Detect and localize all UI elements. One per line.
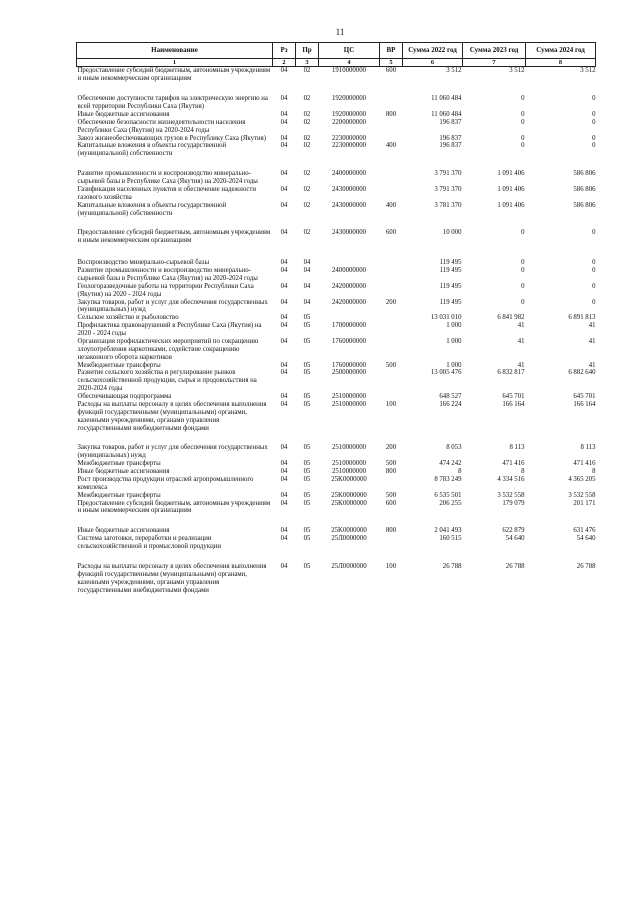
row-name: Завоз жизнеобеспечивающих грузов в Республику Саха (Якутия): [77, 134, 267, 142]
row-pr: 04: [303, 259, 311, 267]
row-pr: 05: [303, 322, 311, 330]
row-sum-2022: 11 060 484: [431, 110, 462, 118]
row-sum-2023: 0: [521, 142, 525, 150]
row-vr: [380, 369, 403, 393]
row-sum-2023: 0: [521, 134, 525, 142]
row-vr: [380, 283, 403, 299]
row-sum-2024: 0: [592, 267, 596, 275]
table-row: [77, 401, 596, 433]
row-sum-2022: 3 791 370: [434, 170, 462, 178]
row-vr: 400: [385, 201, 397, 209]
row-vr: [380, 135, 403, 143]
row-sum-2024: 166 164: [573, 400, 596, 408]
table-row: [77, 111, 596, 119]
row-pr: 05: [303, 400, 311, 408]
row-vr: 500: [385, 491, 397, 499]
row-pr: 04: [303, 298, 311, 306]
row-sum-2022: 1 000: [446, 361, 462, 369]
row-sum-2023: 41: [517, 322, 525, 330]
row-name: Геологоразведочные работы на территории Республики Саха (Якутия) на 2020 - 2024 годы: [77, 282, 254, 298]
row-sum-2023: 471 416: [502, 460, 525, 468]
budget-table: [76, 42, 596, 594]
row-sum-2024: 41: [588, 322, 596, 330]
row-name: Межбюджетные трансферты: [77, 460, 161, 468]
row-vr: [380, 186, 403, 202]
column-number: 3: [296, 59, 319, 67]
row-sum-2024: 4 365 205: [568, 475, 596, 483]
table-row: [77, 186, 596, 202]
page-number: 11: [335, 27, 345, 37]
row-name: Капитальные вложения в объекты государственной (муниципальной) собственности: [77, 142, 227, 158]
table-row: [77, 393, 596, 401]
row-name: Рост производства продукции отраслей агропромышленного комплекса: [77, 475, 254, 491]
row-rz: 04: [280, 185, 288, 193]
table-row: [77, 158, 596, 186]
row-name: Закупка товаров, работ и услуг для обеспечения государственных (муниципальных) нужд: [77, 298, 268, 314]
row-vr: [380, 83, 403, 111]
row-sum-2024: 586 806: [573, 201, 596, 209]
row-pr: 05: [303, 460, 311, 468]
table-row: [77, 369, 596, 393]
header-row: [77, 43, 596, 59]
row-sum-2022: 206 255: [439, 499, 462, 507]
row-name: Расходы на выплаты персоналу в целях обеспечения выполнения функций государственными (муниципальными) органами, казенными учреждениями, органами управления государственными внебюджетными фондами: [77, 400, 267, 432]
row-name: Развитие промышленности и воспроизводство минерально-сырьевой базы в Республике Саха (Якутия) на 2020-2024 годы: [77, 170, 258, 186]
row-sum-2022: 160 515: [439, 535, 462, 543]
row-sum-2022: 8 053: [446, 444, 462, 452]
row-sum-2024: 586 806: [573, 170, 596, 178]
row-pr: 05: [303, 314, 311, 322]
row-sum-2022: 26 788: [442, 562, 462, 570]
row-vr: 100: [385, 562, 397, 570]
row-name: Предоставление субсидий бюджетным, автономным учреждениям и иным некоммерческим организациям: [77, 67, 271, 83]
row-vr: 400: [385, 142, 397, 150]
row-sum-2022: 8 783 249: [434, 475, 462, 483]
row-cs: 2200000000: [332, 118, 366, 126]
row-name: Газификация населенных пунктов и обеспечение надежности газового хозяйства: [77, 185, 257, 201]
row-sum-2023: 622 879: [502, 527, 525, 535]
column-number: 8: [526, 59, 596, 67]
row-rz: 04: [280, 468, 288, 476]
row-vr: 800: [385, 527, 397, 535]
row-pr: 05: [303, 491, 311, 499]
table-row: [77, 468, 596, 476]
row-sum-2024: 0: [592, 118, 596, 126]
row-pr: 05: [303, 444, 311, 452]
table-row: [77, 500, 596, 516]
row-sum-2023: 26 788: [505, 562, 525, 570]
table-row: [77, 535, 596, 551]
row-rz: 04: [280, 393, 288, 401]
row-cs: 2420000000: [332, 298, 366, 306]
row-cs: 2230000000: [332, 142, 366, 150]
row-sum-2022: 6 535 501: [434, 491, 462, 499]
row-vr: [380, 338, 403, 362]
row-rz: 04: [280, 444, 288, 452]
row-sum-2024: 54 640: [576, 535, 596, 543]
row-cs: 25K0000000: [331, 475, 367, 483]
row-pr: 02: [303, 118, 311, 126]
row-name: Иные бюджетные ассигнования: [77, 468, 170, 476]
header-sum-2024: Сумма 2024 год: [526, 43, 596, 59]
row-sum-2023: 0: [521, 95, 525, 103]
table-row: [77, 245, 596, 267]
row-pr: 05: [303, 562, 311, 570]
header-cs: ЦС: [319, 43, 380, 59]
row-cs: 25K0000000: [331, 491, 367, 499]
row-rz: 04: [280, 134, 288, 142]
row-rz: 04: [280, 314, 288, 322]
row-sum-2022: 119 495: [439, 298, 462, 306]
row-vr: 800: [385, 468, 397, 476]
row-cs: 2400000000: [332, 170, 366, 178]
row-name: Предоставление субсидий бюджетным, автономным учреждениям и иным некоммерческим организациям: [77, 229, 271, 245]
row-cs: 2510000000: [332, 393, 366, 401]
row-sum-2022: 13 031 010: [430, 314, 462, 322]
row-sum-2022: 196 837: [439, 142, 462, 150]
row-name: Система заготовки, переработки и реализации сельскохозяйственной и промысловой продукции: [77, 535, 222, 551]
row-vr: [380, 267, 403, 283]
row-pr: 02: [303, 95, 311, 103]
row-rz: 04: [280, 562, 288, 570]
row-sum-2024: 8: [592, 468, 596, 476]
row-sum-2022: 1 000: [446, 322, 462, 330]
row-sum-2022: 13 005 476: [430, 369, 462, 377]
row-cs: 1920000000: [332, 110, 366, 118]
row-sum-2024: 3 512: [580, 67, 596, 75]
row-cs: 2430000000: [332, 185, 366, 193]
table-row: [77, 283, 596, 299]
column-number: 4: [319, 59, 380, 67]
row-sum-2022: 1 000: [446, 337, 462, 345]
row-sum-2024: 6 882 640: [568, 369, 596, 377]
row-sum-2023: 0: [521, 110, 525, 118]
row-rz: 04: [280, 118, 288, 126]
row-sum-2022: 11 060 484: [431, 95, 462, 103]
table-row: [77, 476, 596, 492]
row-pr: 04: [303, 282, 311, 290]
row-cs: 2510000000: [332, 460, 366, 468]
row-vr: [380, 535, 403, 551]
header-sum-2022: Сумма 2022 год: [403, 43, 463, 59]
row-sum-2023: 41: [517, 337, 525, 345]
row-vr: 100: [385, 400, 397, 408]
column-number: 5: [380, 59, 403, 67]
row-sum-2022: 196 837: [439, 118, 462, 126]
row-pr: 05: [303, 527, 311, 535]
row-cs: 2500000000: [332, 369, 366, 377]
table-row: [77, 338, 596, 362]
row-sum-2024: 0: [592, 298, 596, 306]
row-pr: 02: [303, 201, 311, 209]
row-rz: 04: [280, 259, 288, 267]
row-sum-2023: 6 832 817: [497, 369, 525, 377]
row-rz: 04: [280, 337, 288, 345]
header-pr: Пр: [296, 43, 319, 59]
row-sum-2023: 0: [521, 267, 525, 275]
table-row: [77, 314, 596, 322]
row-sum-2024: 471 416: [573, 460, 596, 468]
row-rz: 04: [280, 229, 288, 237]
row-vr: 600: [385, 499, 397, 507]
row-cs: 2400000000: [332, 267, 366, 275]
row-sum-2022: 3 791 370: [434, 185, 462, 193]
row-rz: 04: [280, 67, 288, 75]
row-pr: 02: [303, 110, 311, 118]
row-cs: 2430000000: [332, 201, 366, 209]
row-cs: [319, 245, 380, 267]
row-cs: 2430000000: [332, 229, 366, 237]
row-sum-2024: 631 476: [573, 527, 596, 535]
row-sum-2022: 10 000: [442, 229, 462, 237]
row-sum-2023: 179 079: [502, 499, 525, 507]
row-pr: 02: [303, 229, 311, 237]
row-vr: 500: [385, 460, 397, 468]
row-cs: 2510000000: [332, 400, 366, 408]
row-sum-2024: 26 788: [576, 562, 596, 570]
row-sum-2023: 3 532 558: [497, 491, 525, 499]
row-sum-2023: 1 091 406: [497, 201, 525, 209]
row-pr: 02: [303, 142, 311, 150]
row-sum-2024: 645 701: [573, 393, 596, 401]
row-sum-2023: 166 164: [502, 400, 525, 408]
table-row: [77, 67, 596, 83]
row-sum-2023: 1 091 406: [497, 170, 525, 178]
table-row: [77, 492, 596, 500]
row-rz: 04: [280, 369, 288, 377]
row-sum-2023: 0: [521, 118, 525, 126]
row-sum-2024: 0: [592, 142, 596, 150]
row-name: Развитие промышленности и воспроизводство минерально-сырьевой базы в Республике Саха (Якутия) на 2020-2024 годы: [77, 267, 258, 282]
row-rz: 04: [280, 475, 288, 483]
row-sum-2023: 8 113: [509, 444, 525, 452]
row-rz: 04: [280, 201, 288, 209]
row-rz: 04: [280, 491, 288, 499]
row-sum-2024: 0: [592, 110, 596, 118]
row-cs: 2510000000: [332, 468, 366, 476]
row-sum-2023: 0: [521, 229, 525, 237]
table-row: [77, 515, 596, 535]
row-sum-2022: 2 041 493: [434, 527, 462, 535]
row-vr: 600: [385, 229, 397, 237]
table-row: [77, 551, 596, 595]
row-sum-2023: 54 640: [505, 535, 525, 543]
row-sum-2022: 196 837: [439, 134, 462, 142]
table-row: [77, 142, 596, 158]
row-cs: 25Л0000000: [331, 535, 367, 543]
row-cs: 25K0000000: [331, 527, 367, 535]
table-row: [77, 362, 596, 370]
row-rz: 04: [280, 400, 288, 408]
row-pr: 02: [303, 185, 311, 193]
row-sum-2023: 0: [521, 298, 525, 306]
table-row: [77, 119, 596, 135]
row-pr: 04: [303, 267, 311, 275]
column-number: 6: [403, 59, 463, 67]
row-name: Профилактика правонарушений в Республике Саха (Якутия) на 2020 - 2024 годы: [77, 322, 262, 338]
row-sum-2023: 1 091 406: [497, 185, 525, 193]
row-sum-2024: 0: [592, 134, 596, 142]
row-cs: 1920000000: [332, 95, 366, 103]
row-pr: 02: [303, 170, 311, 178]
table-row: [77, 322, 596, 338]
row-pr: 05: [303, 337, 311, 345]
row-vr: [380, 245, 403, 267]
row-cs: 1760000000: [332, 361, 366, 369]
row-cs: 2230000000: [332, 134, 366, 142]
row-rz: 04: [280, 527, 288, 535]
row-sum-2023: 3 512: [509, 67, 525, 75]
row-sum-2022: 119 495: [439, 267, 462, 275]
row-sum-2024: 0: [592, 282, 596, 290]
table-row: [77, 83, 596, 111]
row-rz: 04: [280, 142, 288, 150]
table-row: [77, 135, 596, 143]
row-cs: 1760000000: [332, 337, 366, 345]
row-vr: 600: [385, 67, 397, 75]
row-vr: [380, 476, 403, 492]
row-sum-2023: 4 334 516: [497, 475, 525, 483]
row-rz: 04: [280, 298, 288, 306]
row-vr: 200: [385, 298, 397, 306]
column-number: 2: [273, 59, 296, 67]
row-vr: [380, 393, 403, 401]
table-row: [77, 217, 596, 245]
row-rz: 04: [280, 322, 288, 330]
row-sum-2022: 166 224: [439, 400, 462, 408]
row-name: Воспроизводство минерально-сырьевой базы: [77, 259, 210, 267]
row-name: Иные бюджетные ассигнования: [77, 527, 170, 535]
row-cs: 25K0000000: [331, 499, 367, 507]
row-pr: 05: [303, 361, 311, 369]
column-number: 1: [77, 59, 273, 67]
row-sum-2024: 3 532 558: [568, 491, 596, 499]
row-cs: 2510000000: [332, 444, 366, 452]
row-sum-2022: 3 512: [446, 67, 462, 75]
row-name: Межбюджетные трансферты: [77, 491, 161, 499]
row-sum-2023: 41: [517, 361, 525, 369]
row-vr: [380, 158, 403, 186]
row-sum-2023: 0: [521, 259, 525, 267]
row-name: Расходы на выплаты персоналу в целях обеспечения выполнения функций государственными (муниципальными) органами, казенными учреждениями, органами управления государственными внебюджетными фондами: [77, 562, 267, 594]
row-name: Межбюджетные трансферты: [77, 361, 161, 369]
row-sum-2022: 3 781 370: [434, 201, 462, 209]
row-sum-2024: 0: [592, 259, 596, 267]
row-sum-2024: 0: [592, 229, 596, 237]
row-sum-2024: 8 113: [580, 444, 596, 452]
row-sum-2024: 201 171: [573, 499, 596, 507]
row-rz: 04: [280, 499, 288, 507]
row-sum-2024: 0: [592, 95, 596, 103]
row-cs: 2420000000: [332, 282, 366, 290]
row-sum-2023: 0: [521, 282, 525, 290]
row-pr: 05: [303, 475, 311, 483]
row-name: Обеспечение безопасности жизнедеятельности населения Республики Саха (Якутия) на 2020-2024 годы: [77, 118, 246, 134]
table-row: [77, 202, 596, 218]
row-vr: 500: [385, 361, 397, 369]
row-pr: 05: [303, 499, 311, 507]
row-sum-2023: 645 701: [502, 393, 525, 401]
table-row: [77, 267, 596, 283]
table-row: [77, 432, 596, 460]
row-cs: [319, 314, 380, 322]
row-pr: 02: [303, 67, 311, 75]
table-row: [77, 460, 596, 468]
row-vr: 800: [385, 110, 397, 118]
row-pr: 02: [303, 134, 311, 142]
row-sum-2022: 119 495: [439, 282, 462, 290]
row-sum-2024: 41: [588, 337, 596, 345]
row-name: Развитие сельского хозяйства и регулирование рынков сельскохозяйственной продукции, сырья и продовольствия на 2020-2024 годы: [77, 369, 257, 393]
row-sum-2024: 586 806: [573, 185, 596, 193]
header-sum-2023: Сумма 2023 год: [463, 43, 526, 59]
row-vr: [380, 314, 403, 322]
row-rz: 04: [280, 267, 288, 275]
row-cs: 1700000000: [332, 322, 366, 330]
row-rz: 04: [280, 170, 288, 178]
row-sum-2023: 6 841 982: [497, 314, 525, 322]
row-rz: 04: [280, 361, 288, 369]
row-sum-2023: 8: [521, 468, 525, 476]
row-sum-2022: 648 527: [439, 393, 462, 401]
column-number-row: [77, 59, 596, 67]
row-name: Иные бюджетные ассигнования: [77, 110, 170, 118]
row-vr: 200: [385, 444, 397, 452]
row-name: Обеспечение доступности тарифов на электрическую энергию на всей территории Республики Саха (Якутия): [77, 95, 268, 111]
row-sum-2024: 41: [588, 361, 596, 369]
row-name: Обеспечивающая подпрограмма: [77, 393, 172, 401]
row-rz: 04: [280, 282, 288, 290]
header-vr: ВР: [380, 43, 403, 59]
row-rz: 04: [280, 95, 288, 103]
row-sum-2022: 8: [458, 468, 462, 476]
row-name: Сельское хозяйство и рыболовство: [77, 314, 179, 322]
row-sum-2022: 474 242: [439, 460, 462, 468]
row-cs: 1910000000: [332, 67, 366, 75]
row-cs: 25Л0000000: [331, 562, 367, 570]
row-rz: 04: [280, 110, 288, 118]
header-name: Наименование: [77, 43, 273, 59]
row-name: Организация профилактических мероприятий по сокращению злоупотребления наркотиками, содействие сокращению незаконного оборота наркотиков: [77, 337, 259, 361]
table-row: [77, 299, 596, 315]
row-name: Капитальные вложения в объекты государственной (муниципальной) собственности: [77, 201, 227, 217]
row-pr: 05: [303, 468, 311, 476]
row-sum-2022: 119 495: [439, 259, 462, 267]
row-name: Предоставление субсидий бюджетным, автономным учреждениям и иным некоммерческим организациям: [77, 499, 271, 515]
row-pr: 05: [303, 535, 311, 543]
header-rz: Рз: [273, 43, 296, 59]
row-sum-2024: 6 891 813: [568, 314, 596, 322]
row-rz: 04: [280, 535, 288, 543]
row-pr: 05: [303, 393, 311, 401]
row-vr: [380, 322, 403, 338]
row-name: Закупка товаров, работ и услуг для обеспечения государственных (муниципальных) нужд: [77, 444, 268, 460]
row-rz: 04: [280, 460, 288, 468]
row-vr: [380, 119, 403, 135]
column-number: 7: [463, 59, 526, 67]
row-pr: 05: [303, 369, 311, 377]
